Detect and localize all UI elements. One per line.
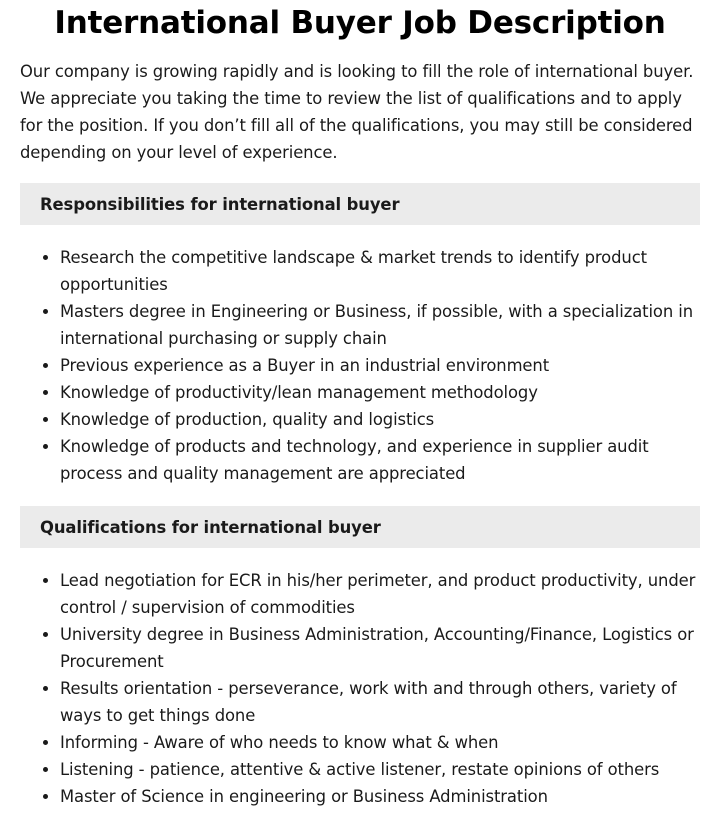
- responsibilities-section-header: [20, 183, 700, 225]
- qualifications-section-header: [20, 506, 700, 548]
- list-item: Listening - patience, attentive & active listener, restate opinions of others: [60, 756, 700, 783]
- list-item: Research the competitive landscape & market trends to identify product opportunities: [60, 244, 700, 298]
- list-item: Informing - Aware of who needs to know what & when: [60, 729, 700, 756]
- list-item: Knowledge of production, quality and logistics: [60, 406, 700, 433]
- qualifications-list: [20, 567, 700, 810]
- page-title: International Buyer Job Description: [54, 5, 666, 41]
- list-item: University degree in Business Administration, Accounting/Finance, Logistics or Procurement: [60, 621, 700, 675]
- qualifications-heading: Qualifications for international buyer: [40, 517, 381, 537]
- intro-paragraph: Our company is growing rapidly and is looking to fill the role of international buyer. We appreciate you taking the time to review the list of qualifications and to apply for the position. If you don’t fill all of the qualifications, you may still be considered depending on your level of experience.: [20, 62, 694, 162]
- responsibilities-heading: Responsibilities for international buyer: [40, 194, 400, 214]
- list-item: Masters degree in Engineering or Business, if possible, with a specialization in international purchasing or supply chain: [60, 298, 700, 352]
- list-item: Lead negotiation for ECR in his/her perimeter, and product productivity, under control / supervision of commodities: [60, 567, 700, 621]
- list-item: Knowledge of products and technology, and experience in supplier audit process and quality management are appreciated: [60, 433, 700, 487]
- list-item: Results orientation - perseverance, work with and through others, variety of ways to get things done: [60, 675, 700, 729]
- list-item: Knowledge of productivity/lean management methodology: [60, 379, 700, 406]
- list-item: Master of Science in engineering or Business Administration: [60, 783, 700, 810]
- responsibilities-list: [20, 244, 700, 487]
- list-item: Previous experience as a Buyer in an industrial environment: [60, 352, 700, 379]
